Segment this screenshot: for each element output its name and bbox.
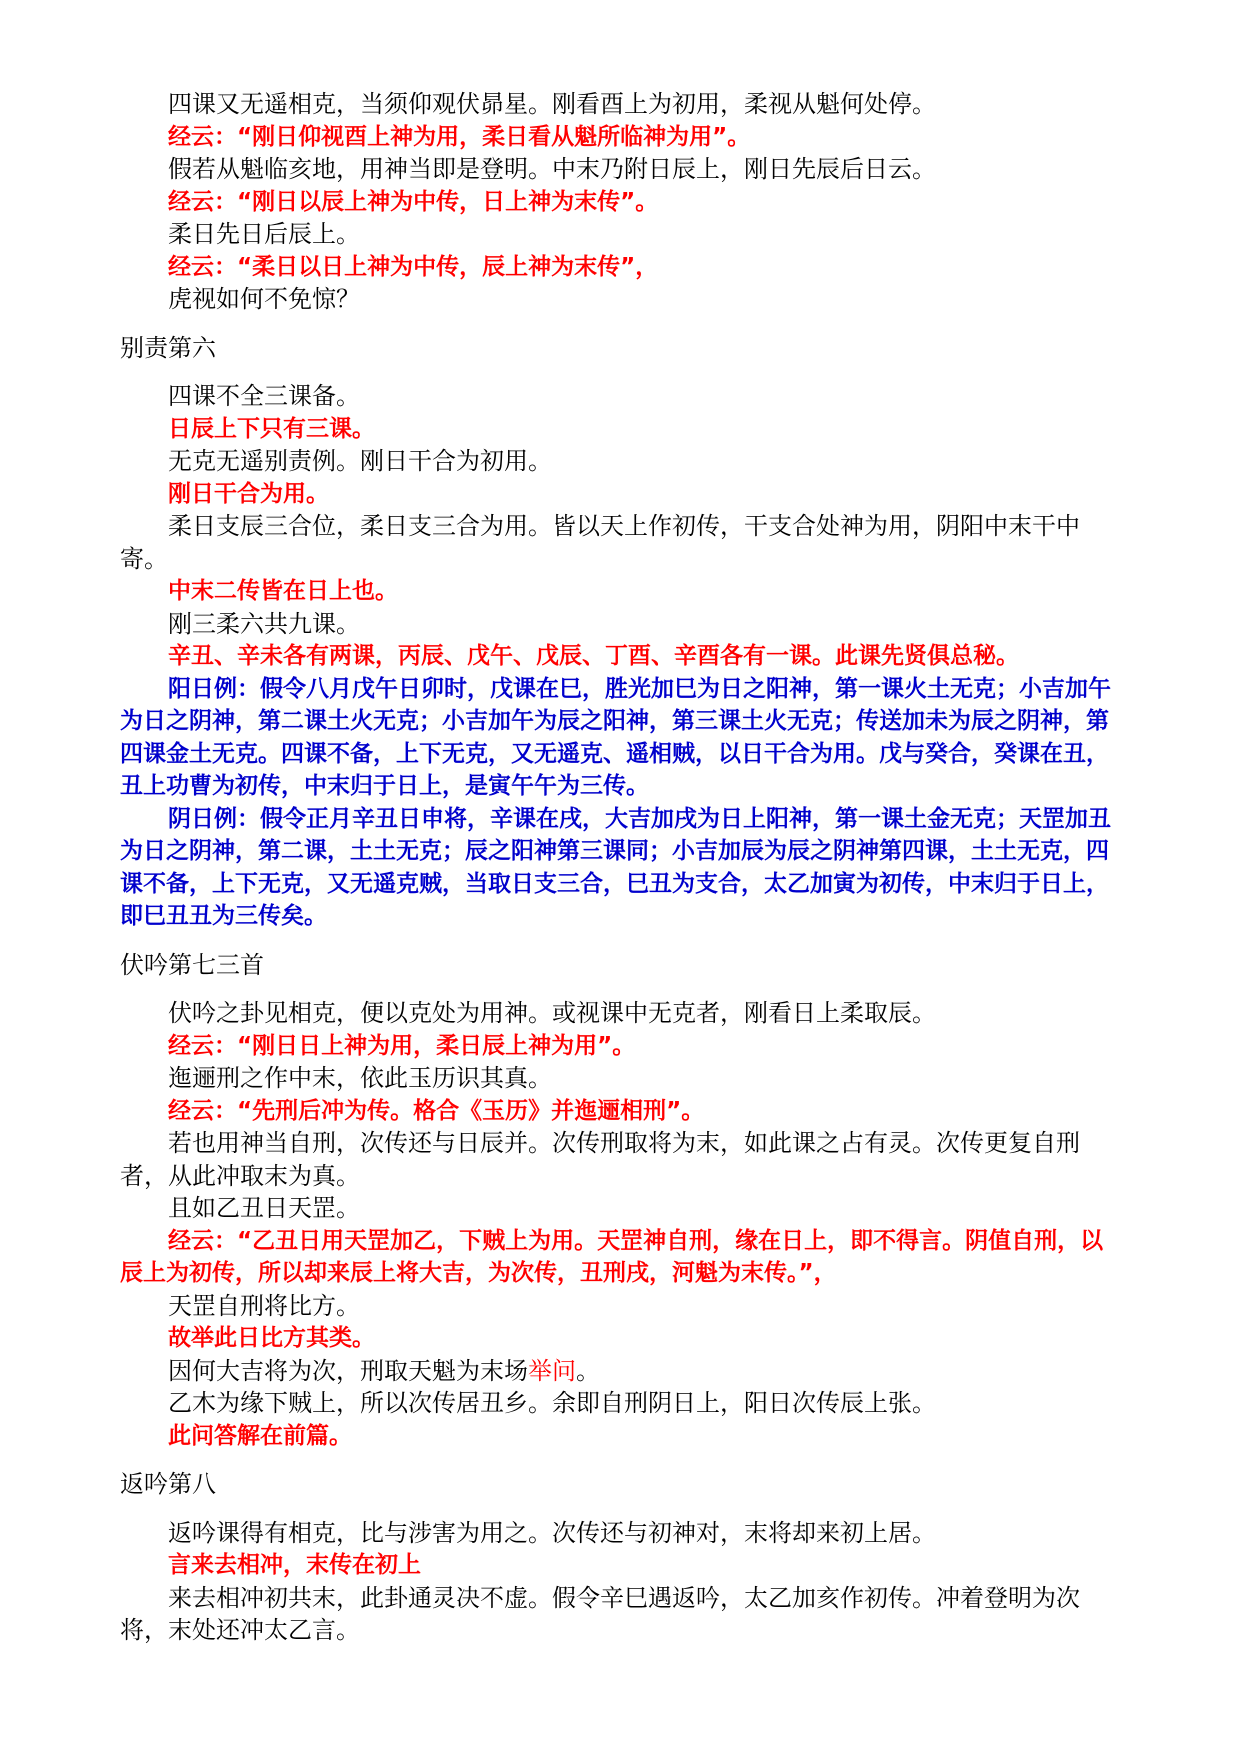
section-heading: 返吟第八 — [120, 1470, 216, 1498]
section-heading: 伏吟第七三首 — [120, 950, 264, 979]
verse-line: 且如乙丑日天罡。 — [168, 1194, 360, 1222]
verse-line: 虎视如何不免惊？ — [168, 285, 360, 313]
verse-line — [120, 1355, 1123, 1388]
verse-line: 迤逦刑之作中末，依此玉历识其真。 — [168, 1064, 552, 1092]
commentary-line: 言来去相冲，末传在初上 — [168, 1552, 421, 1578]
commentary-line: 刚日干合为用。 — [168, 480, 329, 507]
verse-line: 刚三柔六共九课。 — [168, 609, 360, 638]
verse-line: 若也用神当自刑，次传还与日辰并。次传刑取将为末，如此课之占有灵。次传更复自刑者，从此冲取末为真。 — [120, 1129, 1080, 1190]
verse-line: 乙木为缘下贼上，所以次传居丑乡。余即自刑阴日上，阳日次传辰上张。 — [168, 1389, 936, 1417]
commentary-line: 日辰上下只有三课。 — [168, 415, 375, 442]
commentary-line: 经云：“柔日以日上神为中传，辰上神为末传”， — [168, 253, 659, 280]
verse-line: 天罡自刑将比方。 — [168, 1291, 360, 1320]
page-content — [120, 88, 1123, 1647]
section-heading: 别责第六 — [120, 333, 216, 362]
verse-line: 无克无遥别责例。刚日干合为初用。 — [168, 447, 552, 475]
commentary-line: 此问答解在前篇。 — [168, 1422, 352, 1449]
verse-text: 因何大吉将为次，刑取天魁为末场 — [168, 1356, 528, 1385]
inline-note: 举问 — [528, 1356, 576, 1385]
commentary-line: 故举此日比方其类。 — [168, 1325, 375, 1351]
commentary-line: 经云：“刚日仰视酉上神为用，柔日看从魁所临神为用”。 — [168, 123, 751, 150]
commentary-line: 经云：“乙丑日用天罡加乙，下贼上为用。天罡神自刑，缘在日上，即不得言。阴值自刑，以辰上为初传，所以却来辰上将大吉，为次传，丑刑戌，河魁为末传。”， — [120, 1227, 1104, 1286]
verse-line: 四课不全三课备。 — [168, 382, 360, 410]
verse-punctuation: 。 — [576, 1356, 600, 1385]
commentary-line: 经云：“刚日以辰上神为中传，日上神为末传”。 — [168, 188, 659, 215]
verse-line: 来去相冲初共末，此卦通灵决不虚。假令辛巳遇返吟，太乙加亥作初传。冲着登明为次将，末处还冲太乙言。 — [120, 1583, 1080, 1644]
verse-line: 伏吟之卦见相克，便以克处为用神。或视课中无克者，刚看日上柔取辰。 — [168, 999, 936, 1027]
verse-line: 返吟课得有相克，比与涉害为用之。次传还与初神对，末将却来初上居。 — [168, 1518, 936, 1547]
commentary-line: 辛丑、辛未各有两课，丙辰、戊午、戊辰、丁酉、辛酉各有一课。此课先贤俱总秘。 — [168, 643, 1019, 669]
example-paragraph: 阴日例：假令正月辛丑日申将，辛课在戌，大吉加戌为日上阳神，第一课土金无克；天罡加丑为日之阴神，第二课，土土无克；辰之阳神第三课同；小吉加辰为辰之阴神第四课，土土无克，四课不备，上下无克，又无遥克贼，当取日支三合，巳丑为支合，太乙加寅为初传，中末归于日上，即巳丑丑为三传矣。 — [120, 805, 1111, 929]
verse-line: 假若从魁临亥地，用神当即是登明。中末乃附日辰上，刚日先辰后日云。 — [168, 155, 936, 183]
verse-line: 柔日先日后辰上。 — [168, 220, 360, 248]
commentary-line: 中末二传皆在日上也。 — [168, 578, 398, 604]
verse-line: 四课又无遥相克，当须仰观伏昴星。刚看酉上为初用，柔视从魁何处停。 — [168, 90, 936, 118]
verse-line: 柔日支辰三合位，柔日支三合为用。皆以天上作初传，干支合处神为用，阴阳中末干中寄。 — [120, 512, 1080, 573]
example-paragraph: 阳日例：假令八月戊午日卯时，戊课在巳，胜光加巳为日之阳神，第一课火土无克；小吉加午为日之阴神，第二课土火无克；小吉加午为辰之阳神，第三课土火无克；传送加未为辰之阴神，第四课金土无克。四课不备，上下无克，又无遥克、遥相贼，以日干合为用。戊与癸合，癸课在丑，丑上功曹为初传，中末归于日上，是寅午午为三传。 — [120, 675, 1111, 799]
commentary-line: 经云：“先刑后冲为传。格合《玉历》并迤逦相刑”。 — [168, 1097, 705, 1124]
commentary-line: 经云：“刚日日上神为用，柔日辰上神为用”。 — [168, 1032, 636, 1059]
